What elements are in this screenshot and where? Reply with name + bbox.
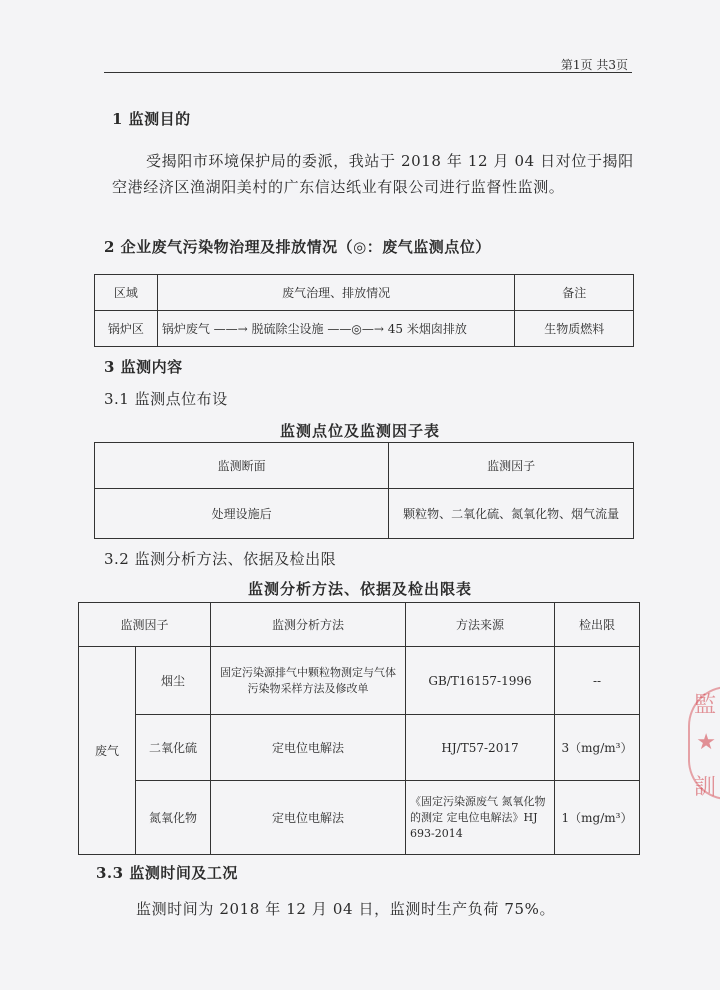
arrow-right-icon: —→ xyxy=(361,322,384,336)
method-source: GB/T16157-1996 xyxy=(406,647,555,715)
emission-area: 锅炉区 xyxy=(95,311,158,347)
arrow-right-icon: —— xyxy=(327,322,352,336)
section-1-heading: 1 监测目的 xyxy=(112,110,191,128)
section-3-2-heading: 3.2 监测分析方法、依据及检出限 xyxy=(104,550,337,568)
method-limit: -- xyxy=(555,647,640,715)
monitoring-point-icon: ◎ xyxy=(351,322,362,336)
section-2-heading: 2 企业废气污染物治理及排放情况（◎：废气监测点位） xyxy=(104,238,491,256)
section-3-3-heading: 3.3 监测时间及工况 xyxy=(96,864,238,882)
flow-source: 锅炉废气 xyxy=(161,322,210,336)
method-name: 固定污染源排气中颗粒物测定与气体污染物采样方法及修改单 xyxy=(211,647,406,715)
method-name: 定电位电解法 xyxy=(211,781,406,855)
method-name: 定电位电解法 xyxy=(211,715,406,781)
method-factor: 烟尘 xyxy=(136,647,211,715)
section-3-heading: 3 监测内容 xyxy=(104,358,183,376)
method-source: 《固定污染源废气 氮氧化物的测定 定电位电解法》HJ 693-2014 xyxy=(406,781,555,855)
point-factors: 颗粒物、二氧化硫、氮氧化物、烟气流量 xyxy=(389,489,634,539)
method-factor: 氮氧化物 xyxy=(136,781,211,855)
method-header-source: 方法来源 xyxy=(406,603,555,647)
method-header-factor: 监测因子 xyxy=(79,603,211,647)
seal-fragment: ★ xyxy=(696,730,716,755)
emission-header-area: 区域 xyxy=(95,275,158,311)
section-3-3-text: 监测时间为 2018 年 12 月 04 日，监测时生产负荷 75%。 xyxy=(136,900,556,918)
method-group: 废气 xyxy=(79,647,136,855)
table-row xyxy=(79,715,640,781)
point-section: 处理设施后 xyxy=(95,489,389,539)
table-2-title: 监测分析方法、依据及检出限表 xyxy=(247,580,472,598)
method-source: HJ/T57-2017 xyxy=(406,715,555,781)
method-limit: 3（mg/m³） xyxy=(555,715,640,781)
point-header-section: 监测断面 xyxy=(95,443,389,489)
emission-table xyxy=(94,274,634,347)
flow-treatment: 脱硫除尘设施 xyxy=(251,322,324,336)
method-table xyxy=(78,602,640,855)
section-1-line-2: 空港经济区渔湖阳美村的广东信达纸业有限公司进行监督性监测。 xyxy=(112,178,565,196)
header-rule xyxy=(104,72,632,73)
seal-fragment: 訓 xyxy=(693,775,716,800)
emission-flow xyxy=(157,311,515,347)
table-1-title: 监测点位及监测因子表 xyxy=(279,422,440,440)
page-number: 第1页 共3页 xyxy=(560,58,628,72)
section-1-line-1: 受揭阳市环境保护局的委派，我站于 2018 年 12 月 04 日对位于揭阳 xyxy=(146,152,634,170)
table-row xyxy=(79,781,640,855)
seal-fragment: 監 xyxy=(693,693,716,718)
section-3-1-heading: 3.1 监测点位布设 xyxy=(104,390,228,408)
arrow-right-icon: ——→ xyxy=(213,322,248,336)
method-header-method: 监测分析方法 xyxy=(211,603,406,647)
emission-note: 生物质燃料 xyxy=(515,311,634,347)
emission-header-status: 废气治理、排放情况 xyxy=(157,275,515,311)
emission-header-note: 备注 xyxy=(515,275,634,311)
point-factor-table xyxy=(94,442,634,539)
method-limit: 1（mg/m³） xyxy=(555,781,640,855)
method-header-limit: 检出限 xyxy=(555,603,640,647)
flow-discharge: 45 米烟囱排放 xyxy=(387,322,467,336)
method-factor: 二氧化硫 xyxy=(136,715,211,781)
table-row xyxy=(79,647,640,715)
point-header-factor: 监测因子 xyxy=(389,443,634,489)
